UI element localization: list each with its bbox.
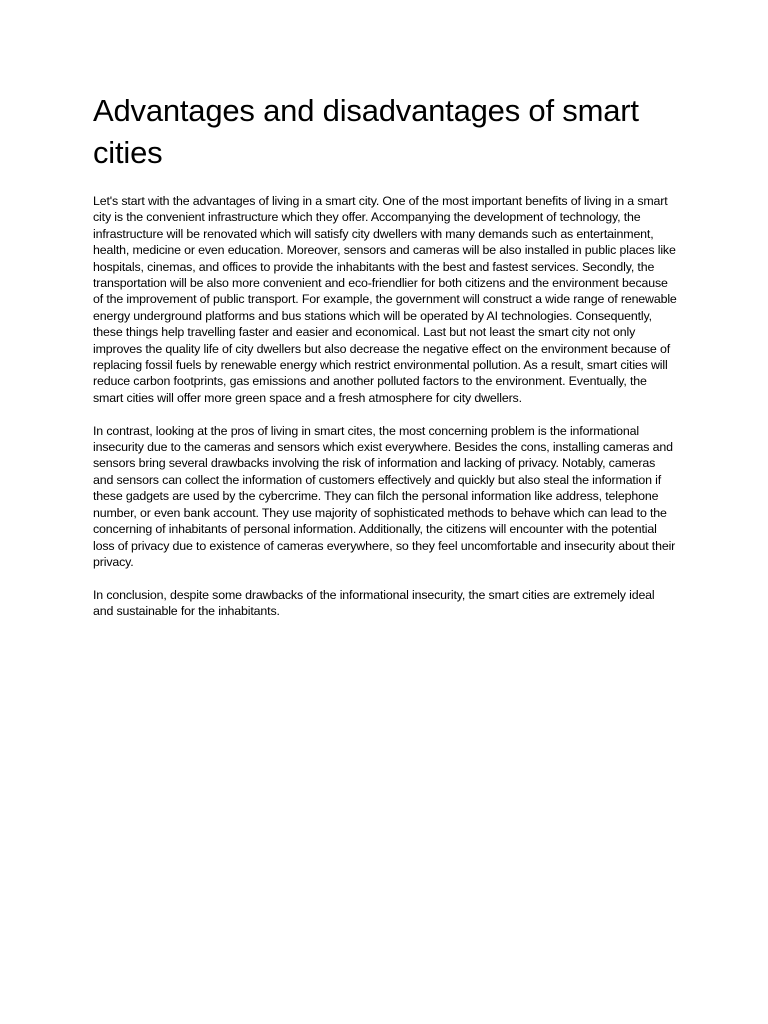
paragraph-disadvantages: In contrast, looking at the pros of living in smart cites, the most concerning problem is the informational insecurity due to the cameras and sensors which exist everywhere. Besides the cons, installing cameras and sensors bring several drawbacks involving the risk of information and lacking of privacy. Notably, cameras and sensors can collect the information of customers effectively and quickly but also steal the information if these gadgets are used by the cybercrime. They can filch the personal information like address, telephone number, or even bank account. They use majority of sophisticated methods to behave which can lead to the concerning of inhabitants of personal information. Additionally, the citizens will encounter with the potential loss of privacy due to existence of cameras everywhere, so they feel uncomfortable and insecurity about their privacy. <box>93 423 676 569</box>
document-title: Advantages and disadvantages of smart cities <box>93 93 639 170</box>
paragraph-conclusion: In conclusion, despite some drawbacks of the informational insecurity, the smart cities are extremely ideal and sustainable for the inhabitants. <box>93 587 655 619</box>
document-body <box>93 90 677 636</box>
paragraph-advantages: Let's start with the advantages of living in a smart city. One of the most important benefits of living in a smart city is the convenient infrastructure which they offer. Accompanying the development of technology, the infrastructure will be renovated which will satisfy city dwellers with many demands such as entertainment, health, medicine or even education. Moreover, sensors and cameras will be also installed in public places like hospitals, cinemas, and offices to provide the inhabitants with the best and fastest services. Secondly, the transportation will be also more convenient and eco-friendlier for both citizens and the environment because of the improvement of public transport. For example, the government will construct a wide range of renewable energy underground platforms and bus stations which will be operated by AI technologies. Consequently, these things help travelling faster and easier and economical. Last but not least the smart city not only improves the quality life of city dwellers but also decrease the negative effect on the environment because of replacing fossil fuels by renewable energy which restrict environmental pollution. As a result, smart cities will reduce carbon footprints, gas emissions and another polluted factors to the environment. Eventually, the smart cities will offer more green space and a fresh atmosphere for city dwellers. <box>93 194 677 405</box>
